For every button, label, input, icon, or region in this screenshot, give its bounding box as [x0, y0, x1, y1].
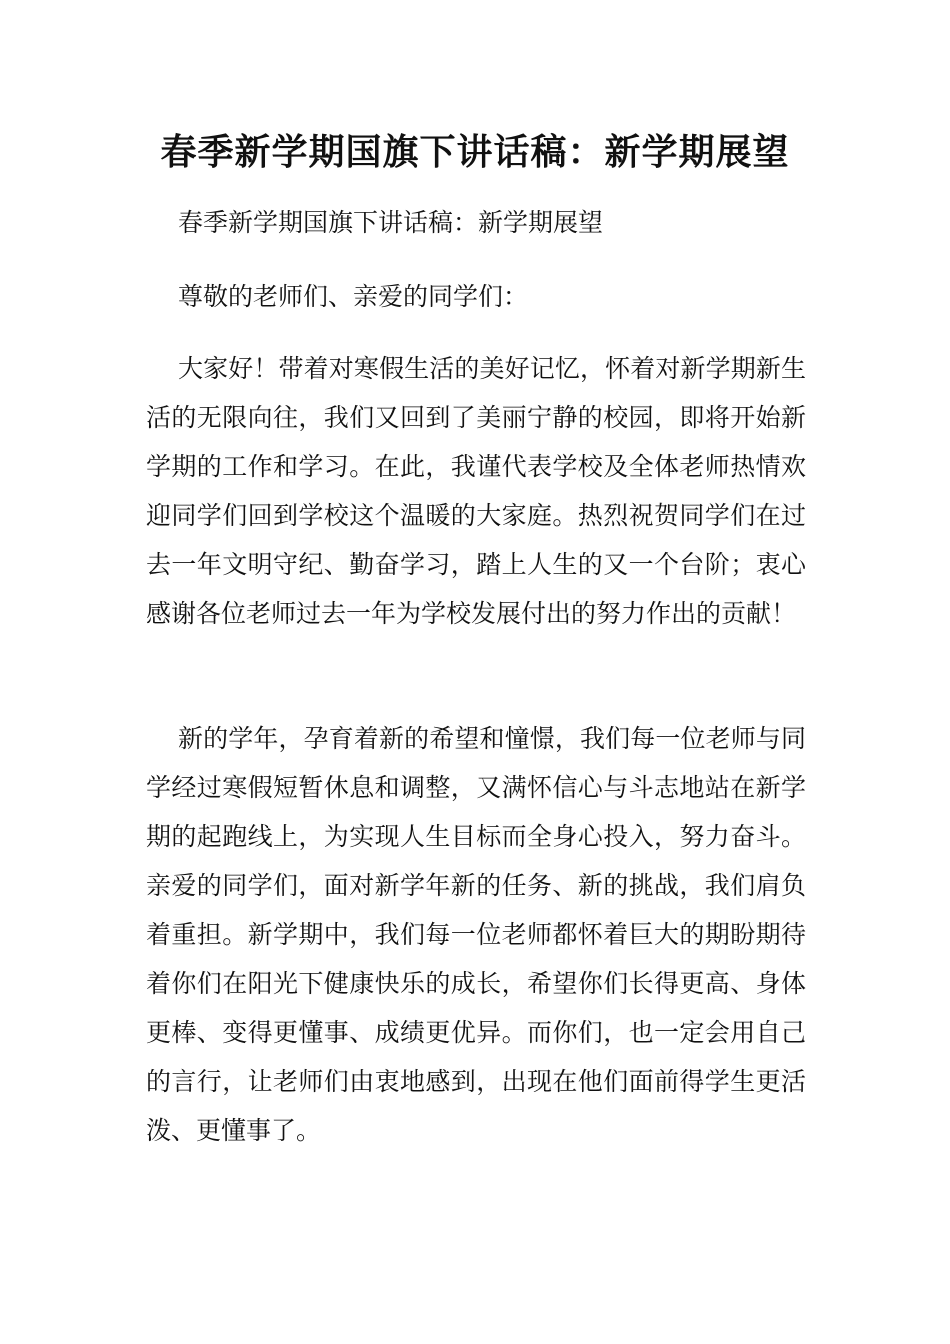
body-paragraph: 大家好！带着对寒假生活的美好记忆，怀着对新学期新生活的无限向往，我们又回到了美丽宁静的校园，即将开始新学期的工作和学习。在此，我谨代表学校及全体老师热情欢迎同学们回到学校这个温暖的大家庭。热烈祝贺同学们在过去一年文明守纪、勤奋学习，踏上人生的又一个台阶；衷心感谢各位老师过去一年为学校发展付出的努力作出的贡献！ [146, 354, 806, 628]
document-title: 春季新学期国旗下讲话稿：新学期展望 [160, 131, 790, 173]
subtitle-paragraph: 春季新学期国旗下讲话稿：新学期展望 [178, 208, 604, 237]
body-paragraph: 新的学年，孕育着新的希望和憧憬，我们每一位老师与同学经过寒假短暂休息和调整，又满怀信心与斗志地站在新学期的起跑线上，为实现人生目标而全身心投入，努力奋斗。亲爱的同学们，面对新学年新的任务、新的挑战，我们肩负着重担。新学期中，我们每一位老师都怀着巨大的期盼期待着你们在阳光下健康快乐的成长，希望你们长得更高、身体更棒、变得更懂事、成绩更优异。而你们，也一定会用自己的言行，让老师们由衷地感到，出现在他们面前得学生更活泼、更懂事了。 [146, 724, 806, 1145]
greeting-paragraph: 尊敬的老师们、亲爱的同学们： [178, 282, 529, 311]
